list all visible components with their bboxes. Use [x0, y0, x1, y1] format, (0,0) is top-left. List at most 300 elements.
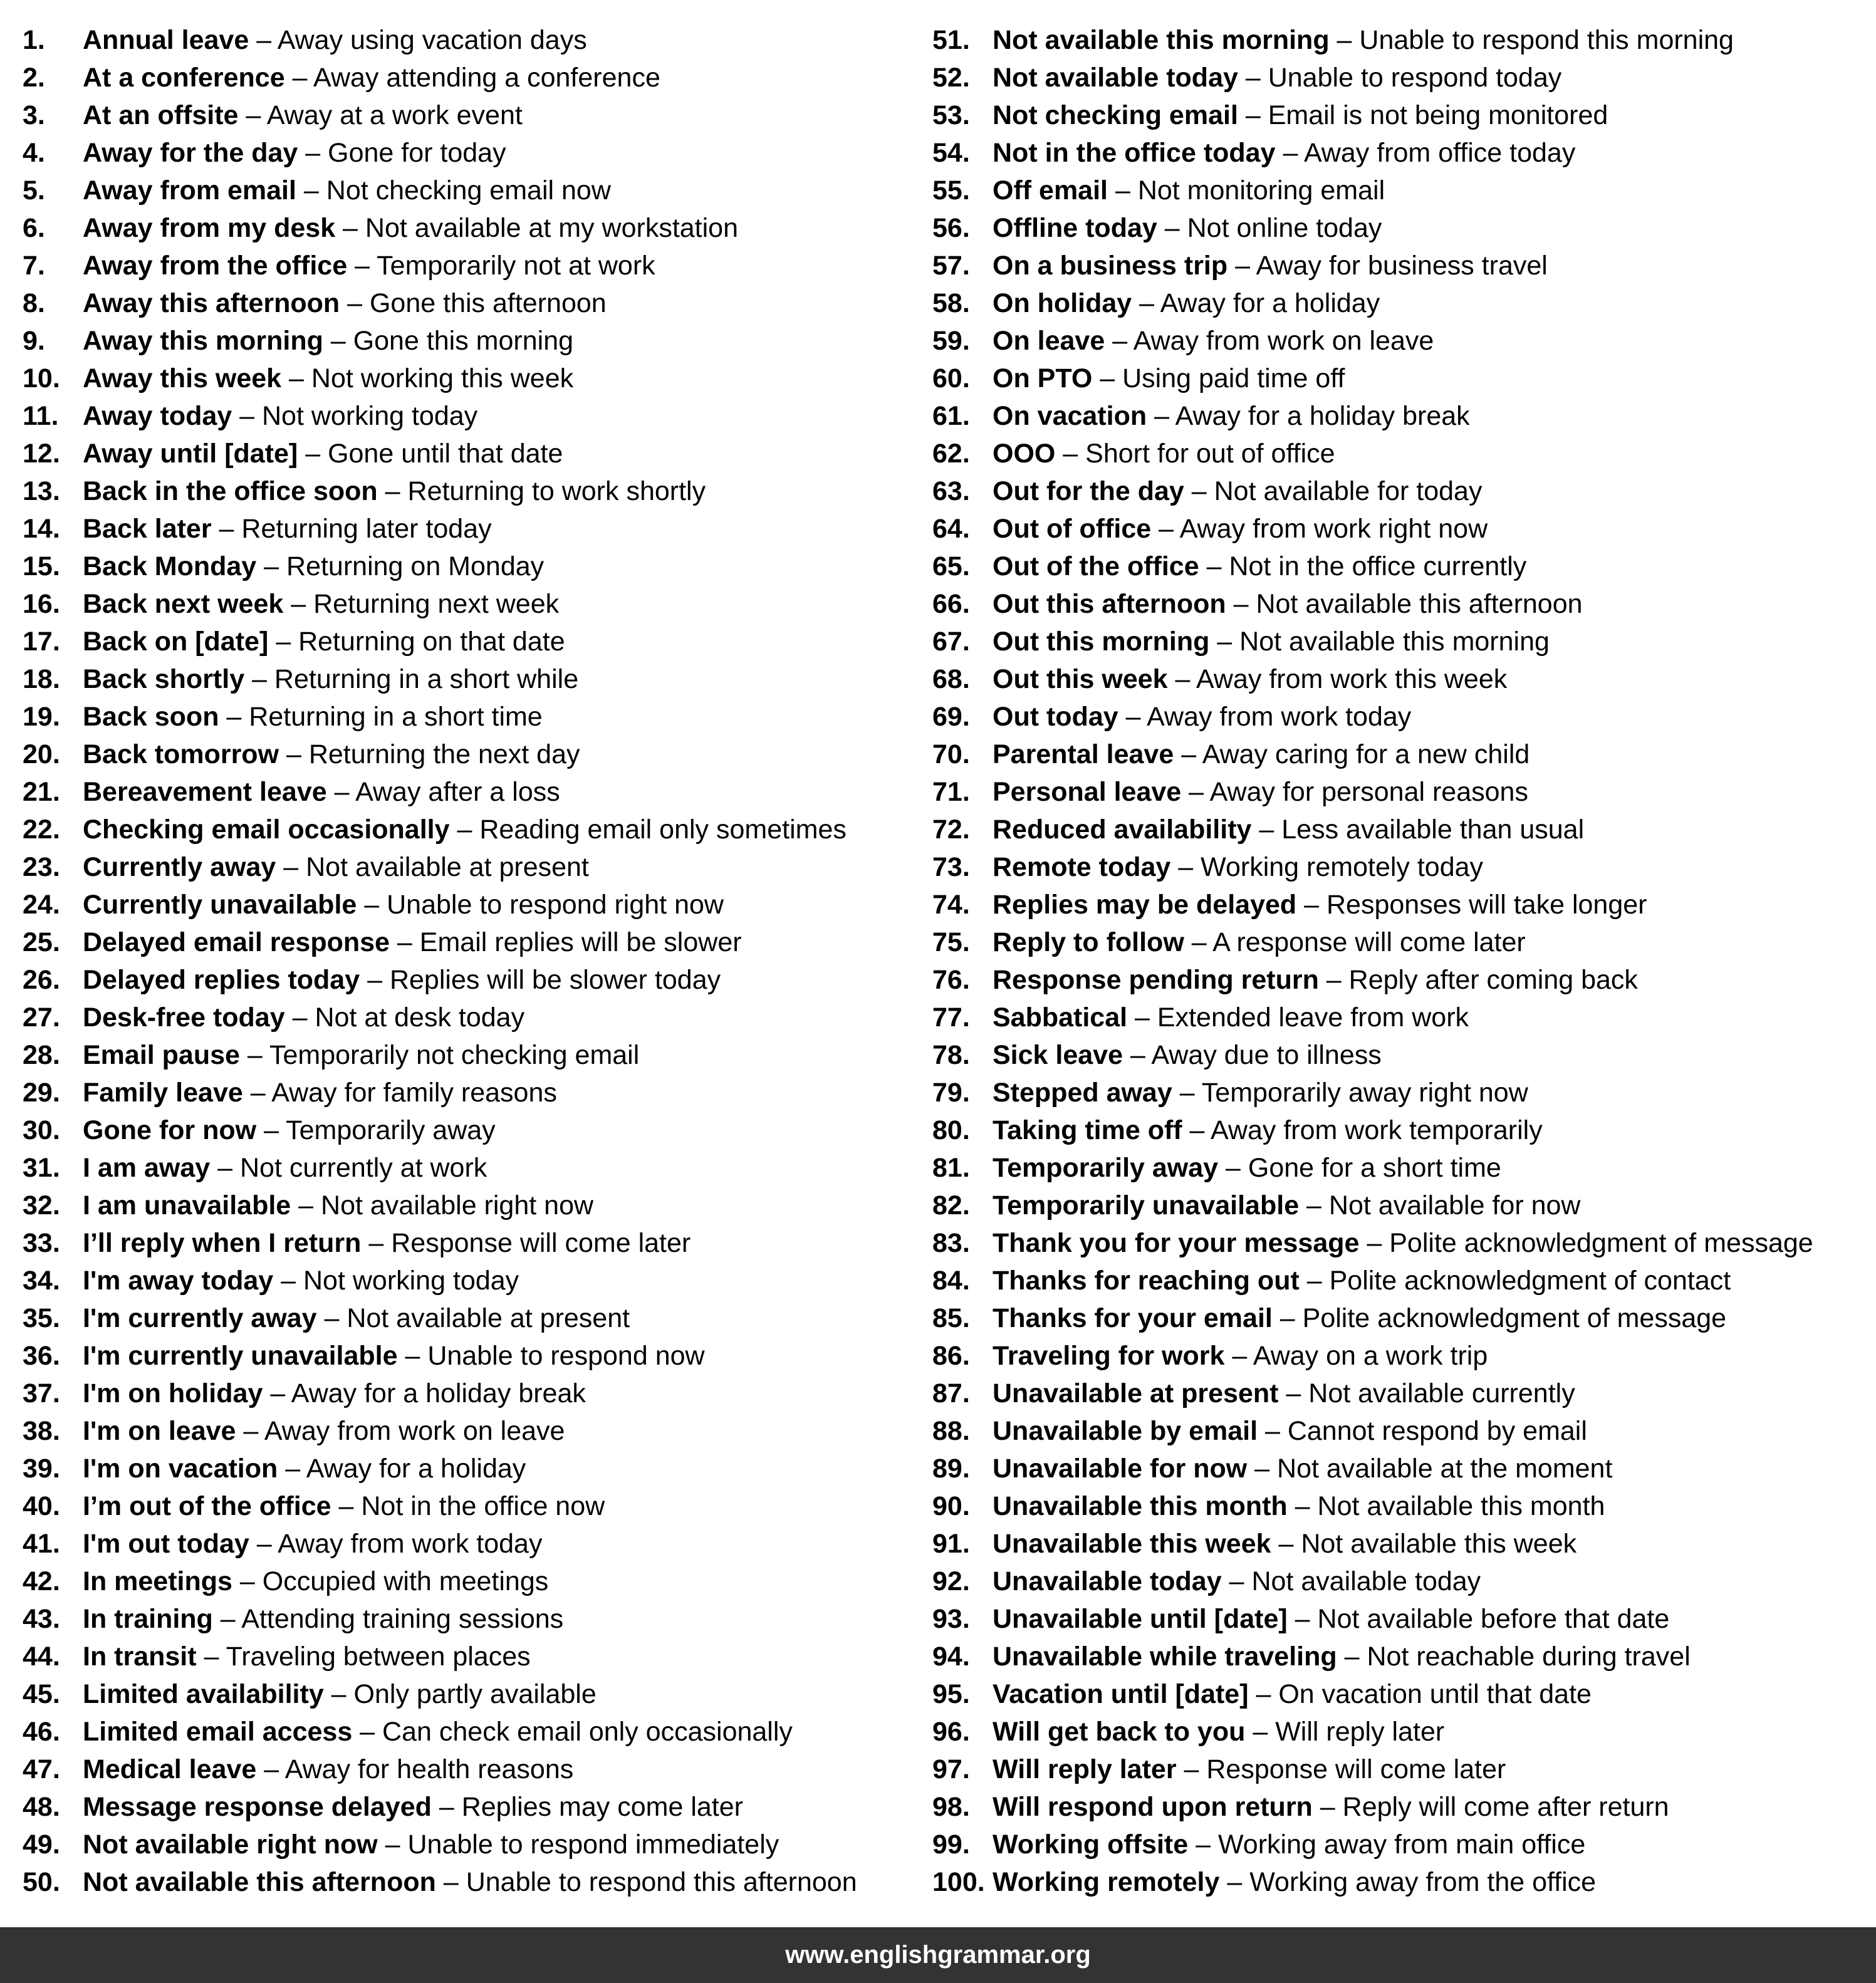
- item-number: 80.: [932, 1115, 970, 1145]
- list-item: [23, 1111, 925, 1149]
- item-separator: –: [283, 589, 314, 619]
- list-item: [932, 698, 1872, 736]
- item-term: I'm on vacation: [83, 1454, 278, 1484]
- list-item: [932, 1863, 1872, 1901]
- item-description: Temporarily away: [286, 1115, 496, 1145]
- item-text: [993, 961, 1638, 999]
- item-term: Back tomorrow: [83, 739, 279, 769]
- item-text: [83, 96, 523, 134]
- item-description: Not monitoring email: [1137, 175, 1385, 206]
- item-text: [993, 1713, 1444, 1751]
- item-separator: –: [1226, 589, 1256, 619]
- list-item: [23, 886, 925, 924]
- item-term: Thanks for your email: [993, 1303, 1273, 1333]
- item-term: I am unavailable: [83, 1190, 291, 1221]
- item-text: [993, 585, 1583, 623]
- item-term: Thank you for your message: [993, 1228, 1360, 1258]
- item-description: Using paid time off: [1122, 363, 1345, 393]
- item-number: 6.: [23, 213, 45, 243]
- item-text: [993, 1224, 1813, 1262]
- item-number: 56.: [932, 213, 970, 243]
- item-text: [993, 1036, 1382, 1074]
- item-text: [83, 435, 563, 472]
- item-term: Stepped away: [993, 1078, 1172, 1108]
- item-separator: –: [1132, 288, 1160, 318]
- item-description: Away from work on leave: [264, 1416, 565, 1446]
- item-term: Replies may be delayed: [993, 890, 1297, 920]
- list-item: [23, 1563, 925, 1600]
- item-text: [83, 623, 565, 660]
- item-separator: –: [1182, 1115, 1211, 1145]
- item-number: 51.: [932, 25, 970, 55]
- item-number: 87.: [932, 1378, 970, 1408]
- item-term: On vacation: [993, 401, 1147, 431]
- item-description: Gone for a short time: [1248, 1153, 1501, 1183]
- item-text: [83, 1751, 573, 1788]
- list-item: [23, 59, 925, 96]
- item-number: 20.: [23, 739, 60, 769]
- list-item: [932, 1600, 1872, 1638]
- item-text: [993, 924, 1526, 961]
- item-number: 9.: [23, 326, 45, 356]
- item-term: Annual leave: [83, 25, 249, 55]
- item-text: [993, 1638, 1691, 1675]
- item-term: I am away: [83, 1153, 211, 1183]
- item-description: Polite acknowledgment of message: [1302, 1303, 1727, 1333]
- item-description: Returning the next day: [308, 739, 580, 769]
- list-item: [932, 924, 1872, 961]
- item-separator: –: [377, 1829, 408, 1860]
- item-number: 66.: [932, 589, 970, 619]
- item-number: 14.: [23, 514, 60, 544]
- item-number: 4.: [23, 138, 45, 168]
- item-term: Email pause: [83, 1040, 240, 1070]
- item-term: Unavailable for now: [993, 1454, 1248, 1484]
- item-text: [993, 1487, 1605, 1525]
- item-description: Unable to respond right now: [387, 890, 724, 920]
- item-number: 18.: [23, 664, 60, 694]
- item-number: 19.: [23, 702, 60, 732]
- item-number: 78.: [932, 1040, 970, 1070]
- item-number: 32.: [23, 1190, 60, 1221]
- item-text: [83, 1675, 597, 1713]
- item-description: Away for health reasons: [284, 1754, 574, 1784]
- item-description: A response will come later: [1212, 927, 1526, 957]
- item-number: 64.: [932, 514, 970, 544]
- item-number: 97.: [932, 1754, 970, 1784]
- item-number: 48.: [23, 1792, 60, 1822]
- list-item: [932, 284, 1872, 322]
- item-description: Not online today: [1187, 213, 1382, 243]
- list-item: [932, 961, 1872, 999]
- item-separator: –: [1287, 1491, 1318, 1521]
- item-separator: –: [1299, 1190, 1329, 1221]
- item-term: Out of office: [993, 514, 1152, 544]
- item-term: OOO: [993, 439, 1056, 469]
- list-item: [932, 886, 1872, 924]
- item-separator: –: [357, 890, 387, 920]
- item-description: Away on a work trip: [1253, 1341, 1488, 1371]
- item-term: I’ll reply when I return: [83, 1228, 362, 1258]
- item-separator: –: [1227, 251, 1256, 281]
- item-separator: –: [1209, 627, 1240, 657]
- item-separator: –: [1151, 514, 1180, 544]
- item-description: Email is not being monitored: [1268, 100, 1608, 130]
- list-item: [932, 21, 1872, 59]
- item-text: [993, 1375, 1575, 1412]
- item-text: [993, 360, 1345, 397]
- item-separator: –: [211, 514, 242, 544]
- item-separator: –: [1275, 138, 1304, 168]
- item-description: Not working today: [262, 401, 478, 431]
- item-term: Remote today: [993, 852, 1171, 882]
- item-description: Returning in a short time: [249, 702, 543, 732]
- item-separator: –: [435, 1867, 466, 1897]
- item-description: Temporarily not checking email: [269, 1040, 640, 1070]
- item-description: Away from office today: [1303, 138, 1576, 168]
- item-text: [83, 247, 655, 284]
- item-description: Not working this week: [311, 363, 574, 393]
- item-separator: –: [278, 1454, 306, 1484]
- item-text: [993, 1826, 1585, 1863]
- item-description: Not available at present: [306, 852, 589, 882]
- item-description: Not working today: [303, 1266, 519, 1296]
- item-term: Away this week: [83, 363, 282, 393]
- item-description: Unable to respond today: [1268, 63, 1562, 93]
- right-column: [932, 21, 1872, 1901]
- item-term: I'm on holiday: [83, 1378, 263, 1408]
- item-description: Not in the office now: [361, 1491, 605, 1521]
- list-item: [932, 59, 1872, 96]
- item-description: Away from work on leave: [1133, 326, 1434, 356]
- item-term: Desk-free today: [83, 1002, 285, 1033]
- item-text: [83, 736, 580, 773]
- item-term: Sick leave: [993, 1040, 1123, 1070]
- item-separator: –: [1170, 852, 1201, 882]
- item-text: [83, 999, 524, 1036]
- item-separator: –: [316, 1303, 347, 1333]
- item-term: I'm away today: [83, 1266, 274, 1296]
- item-text: [993, 284, 1380, 322]
- item-term: On PTO: [993, 363, 1093, 393]
- item-term: Away from the office: [83, 251, 348, 281]
- item-number: 47.: [23, 1754, 60, 1784]
- item-description: Away from work right now: [1179, 514, 1488, 544]
- item-number: 49.: [23, 1829, 60, 1860]
- item-text: [83, 1863, 857, 1901]
- item-separator: –: [232, 1566, 263, 1596]
- list-item: [23, 1149, 925, 1187]
- list-item: [932, 1487, 1872, 1525]
- item-term: Temporarily away: [993, 1153, 1219, 1183]
- item-number: 16.: [23, 589, 60, 619]
- item-number: 71.: [932, 777, 970, 807]
- item-term: Unavailable this week: [993, 1529, 1271, 1559]
- item-description: Away using vacation days: [277, 25, 587, 55]
- item-description: Not reachable during travel: [1367, 1642, 1691, 1672]
- item-description: Away for a holiday: [306, 1454, 526, 1484]
- list-item: [23, 736, 925, 773]
- item-term: Not available today: [993, 63, 1238, 93]
- item-separator: –: [1181, 777, 1210, 807]
- item-term: In transit: [83, 1642, 197, 1672]
- item-number: 70.: [932, 739, 970, 769]
- item-text: [993, 1863, 1596, 1901]
- item-number: 53.: [932, 100, 970, 130]
- item-description: Away for a holiday: [1160, 288, 1380, 318]
- item-separator: –: [256, 1754, 285, 1784]
- item-term: I'm out today: [83, 1529, 249, 1559]
- item-description: Polite acknowledgment of contact: [1329, 1266, 1731, 1296]
- item-description: Gone this morning: [353, 326, 574, 356]
- list-item: [932, 1450, 1872, 1487]
- item-term: Unavailable this month: [993, 1491, 1288, 1521]
- item-term: Out today: [993, 702, 1118, 732]
- item-text: [993, 322, 1434, 360]
- item-description: Working remotely today: [1201, 852, 1484, 882]
- item-term: Delayed email response: [83, 927, 390, 957]
- item-description: Not available today: [1251, 1566, 1481, 1596]
- item-description: Returning to work shortly: [407, 476, 706, 506]
- item-number: 26.: [23, 965, 60, 995]
- item-number: 33.: [23, 1228, 60, 1258]
- item-description: Unable to respond this morning: [1359, 25, 1734, 55]
- item-text: [993, 510, 1488, 548]
- item-term: Away from email: [83, 175, 296, 206]
- item-number: 10.: [23, 363, 60, 393]
- item-description: Away due to illness: [1151, 1040, 1382, 1070]
- item-term: Back next week: [83, 589, 284, 619]
- item-number: 5.: [23, 175, 45, 206]
- item-description: Polite acknowledgment of message: [1389, 1228, 1813, 1258]
- list-item: [932, 1788, 1872, 1826]
- item-description: Away for personal reasons: [1209, 777, 1528, 807]
- item-term: Back shortly: [83, 664, 245, 694]
- item-number: 90.: [932, 1491, 970, 1521]
- item-separator: –: [244, 664, 274, 694]
- item-description: Response will come later: [391, 1228, 691, 1258]
- item-separator: –: [263, 1378, 291, 1408]
- item-term: On leave: [993, 326, 1105, 356]
- item-separator: –: [296, 175, 326, 206]
- item-description: Not available this afternoon: [1256, 589, 1583, 619]
- item-description: Not at desk today: [315, 1002, 525, 1033]
- item-number: 74.: [932, 890, 970, 920]
- item-text: [993, 1337, 1488, 1375]
- item-text: [83, 59, 660, 96]
- item-description: Response will come later: [1206, 1754, 1506, 1784]
- item-separator: –: [279, 739, 309, 769]
- item-text: [993, 698, 1411, 736]
- item-description: Reply will come after return: [1342, 1792, 1669, 1822]
- list-item: [23, 1600, 925, 1638]
- item-term: Away from my desk: [83, 213, 336, 243]
- item-separator: –: [249, 25, 278, 55]
- item-separator: –: [1092, 363, 1123, 393]
- item-description: Not available at my workstation: [365, 213, 739, 243]
- item-separator: –: [361, 1228, 392, 1258]
- item-term: Out this week: [993, 664, 1168, 694]
- item-description: Not available for today: [1214, 476, 1483, 506]
- item-separator: –: [249, 1529, 278, 1559]
- item-description: Cannot respond by email: [1287, 1416, 1587, 1446]
- item-number: 86.: [932, 1341, 970, 1371]
- list-item: [23, 360, 925, 397]
- item-separator: –: [1278, 1378, 1309, 1408]
- item-term: Checking email occasionally: [83, 815, 450, 845]
- item-term: Not available right now: [83, 1829, 378, 1860]
- item-number: 17.: [23, 627, 60, 657]
- item-number: 63.: [932, 476, 970, 506]
- item-separator: –: [281, 363, 311, 393]
- item-separator: –: [210, 1153, 240, 1183]
- item-description: Responses will take longer: [1326, 890, 1647, 920]
- list-item: [932, 1751, 1872, 1788]
- item-description: Not available this week: [1301, 1529, 1577, 1559]
- item-text: [83, 1563, 548, 1600]
- item-term: Sabbatical: [993, 1002, 1128, 1033]
- list-item: [23, 96, 925, 134]
- item-separator: –: [377, 476, 408, 506]
- item-separator: –: [352, 1717, 383, 1747]
- item-text: [993, 1563, 1481, 1600]
- item-number: 21.: [23, 777, 60, 807]
- item-description: Returning in a short while: [274, 664, 579, 694]
- item-text: [993, 1788, 1669, 1826]
- item-text: [993, 96, 1608, 134]
- item-number: 46.: [23, 1717, 60, 1747]
- item-number: 24.: [23, 890, 60, 920]
- item-separator: –: [1318, 965, 1349, 995]
- item-separator: –: [1218, 1153, 1248, 1183]
- item-separator: –: [273, 1266, 303, 1296]
- item-text: [993, 999, 1469, 1036]
- list-item: [23, 1525, 925, 1563]
- item-term: Reduced availability: [993, 815, 1252, 845]
- item-number: 58.: [932, 288, 970, 318]
- item-separator: –: [1184, 927, 1213, 957]
- item-text: [83, 548, 544, 585]
- item-description: Returning on that date: [298, 627, 565, 657]
- item-number: 15.: [23, 551, 60, 581]
- item-separator: –: [219, 702, 249, 732]
- item-separator: –: [1105, 326, 1133, 356]
- item-term: Working offsite: [993, 1829, 1189, 1860]
- list-item: [23, 172, 925, 209]
- item-number: 83.: [932, 1228, 970, 1258]
- item-term: I’m out of the office: [83, 1491, 331, 1521]
- list-item: [932, 1675, 1872, 1713]
- item-text: [83, 1826, 779, 1863]
- list-item: [932, 1375, 1872, 1412]
- item-description: Less available than usual: [1281, 815, 1585, 845]
- item-term: At an offsite: [83, 100, 239, 130]
- item-number: 3.: [23, 100, 45, 130]
- item-number: 79.: [932, 1078, 970, 1108]
- list-item: [23, 1412, 925, 1450]
- item-term: Out this afternoon: [993, 589, 1226, 619]
- list-item: [23, 510, 925, 548]
- item-text: [83, 1375, 586, 1412]
- item-number: 75.: [932, 927, 970, 957]
- item-separator: –: [1199, 551, 1229, 581]
- item-term: Will reply later: [993, 1754, 1177, 1784]
- item-separator: –: [196, 1642, 226, 1672]
- item-number: 85.: [932, 1303, 970, 1333]
- item-number: 22.: [23, 815, 60, 845]
- item-description: Away from work today: [1147, 702, 1412, 732]
- list-item: [932, 510, 1872, 548]
- item-text: [993, 1111, 1543, 1149]
- item-number: 7.: [23, 251, 45, 281]
- item-separator: –: [347, 251, 377, 281]
- item-separator: –: [389, 927, 420, 957]
- item-term: Currently away: [83, 852, 276, 882]
- item-term: Unavailable until [date]: [993, 1604, 1288, 1634]
- item-description: Gone until that date: [328, 439, 563, 469]
- item-separator: –: [1238, 100, 1268, 130]
- list-item: [932, 1224, 1872, 1262]
- list-item: [23, 548, 925, 585]
- item-term: Gone for now: [83, 1115, 257, 1145]
- list-item: [23, 397, 925, 435]
- item-separator: –: [335, 213, 365, 243]
- list-item: [23, 1450, 925, 1487]
- item-separator: –: [242, 1078, 272, 1108]
- item-description: Unable to respond immediately: [407, 1829, 779, 1860]
- list-item: [932, 1262, 1872, 1299]
- item-description: Reply after coming back: [1348, 965, 1638, 995]
- item-text: [83, 1638, 531, 1675]
- item-text: [83, 322, 573, 360]
- item-description: Not available for now: [1328, 1190, 1581, 1221]
- item-description: Away from work today: [278, 1529, 543, 1559]
- item-number: 28.: [23, 1040, 60, 1070]
- item-description: Temporarily away right now: [1201, 1078, 1528, 1108]
- item-term: Traveling for work: [993, 1341, 1225, 1371]
- item-number: 39.: [23, 1454, 60, 1484]
- list-item: [23, 134, 925, 172]
- item-number: 88.: [932, 1416, 970, 1446]
- item-separator: –: [1118, 702, 1147, 732]
- list-item: [23, 924, 925, 961]
- item-text: [83, 1788, 743, 1826]
- item-term: Not available this afternoon: [83, 1867, 436, 1897]
- item-number: 59.: [932, 326, 970, 356]
- item-description: Away at a work event: [266, 100, 523, 130]
- item-separator: –: [449, 815, 480, 845]
- item-text: [993, 1525, 1576, 1563]
- item-text: [83, 360, 573, 397]
- item-number: 44.: [23, 1642, 60, 1672]
- list-item: [932, 548, 1872, 585]
- item-description: Returning later today: [241, 514, 492, 544]
- item-separator: –: [1172, 1078, 1202, 1108]
- list-item: [23, 999, 925, 1036]
- item-description: Away attending a conference: [313, 63, 660, 93]
- item-text: [83, 1187, 593, 1224]
- item-separator: –: [1299, 1266, 1330, 1296]
- item-text: [83, 284, 607, 322]
- item-separator: –: [256, 1115, 286, 1145]
- list-item: [23, 21, 925, 59]
- list-item: [932, 172, 1872, 209]
- item-description: Not available at present: [347, 1303, 630, 1333]
- list-item: [932, 736, 1872, 773]
- footer-bar: [0, 1927, 1876, 1983]
- item-text: [993, 172, 1385, 209]
- item-separator: –: [1238, 63, 1268, 93]
